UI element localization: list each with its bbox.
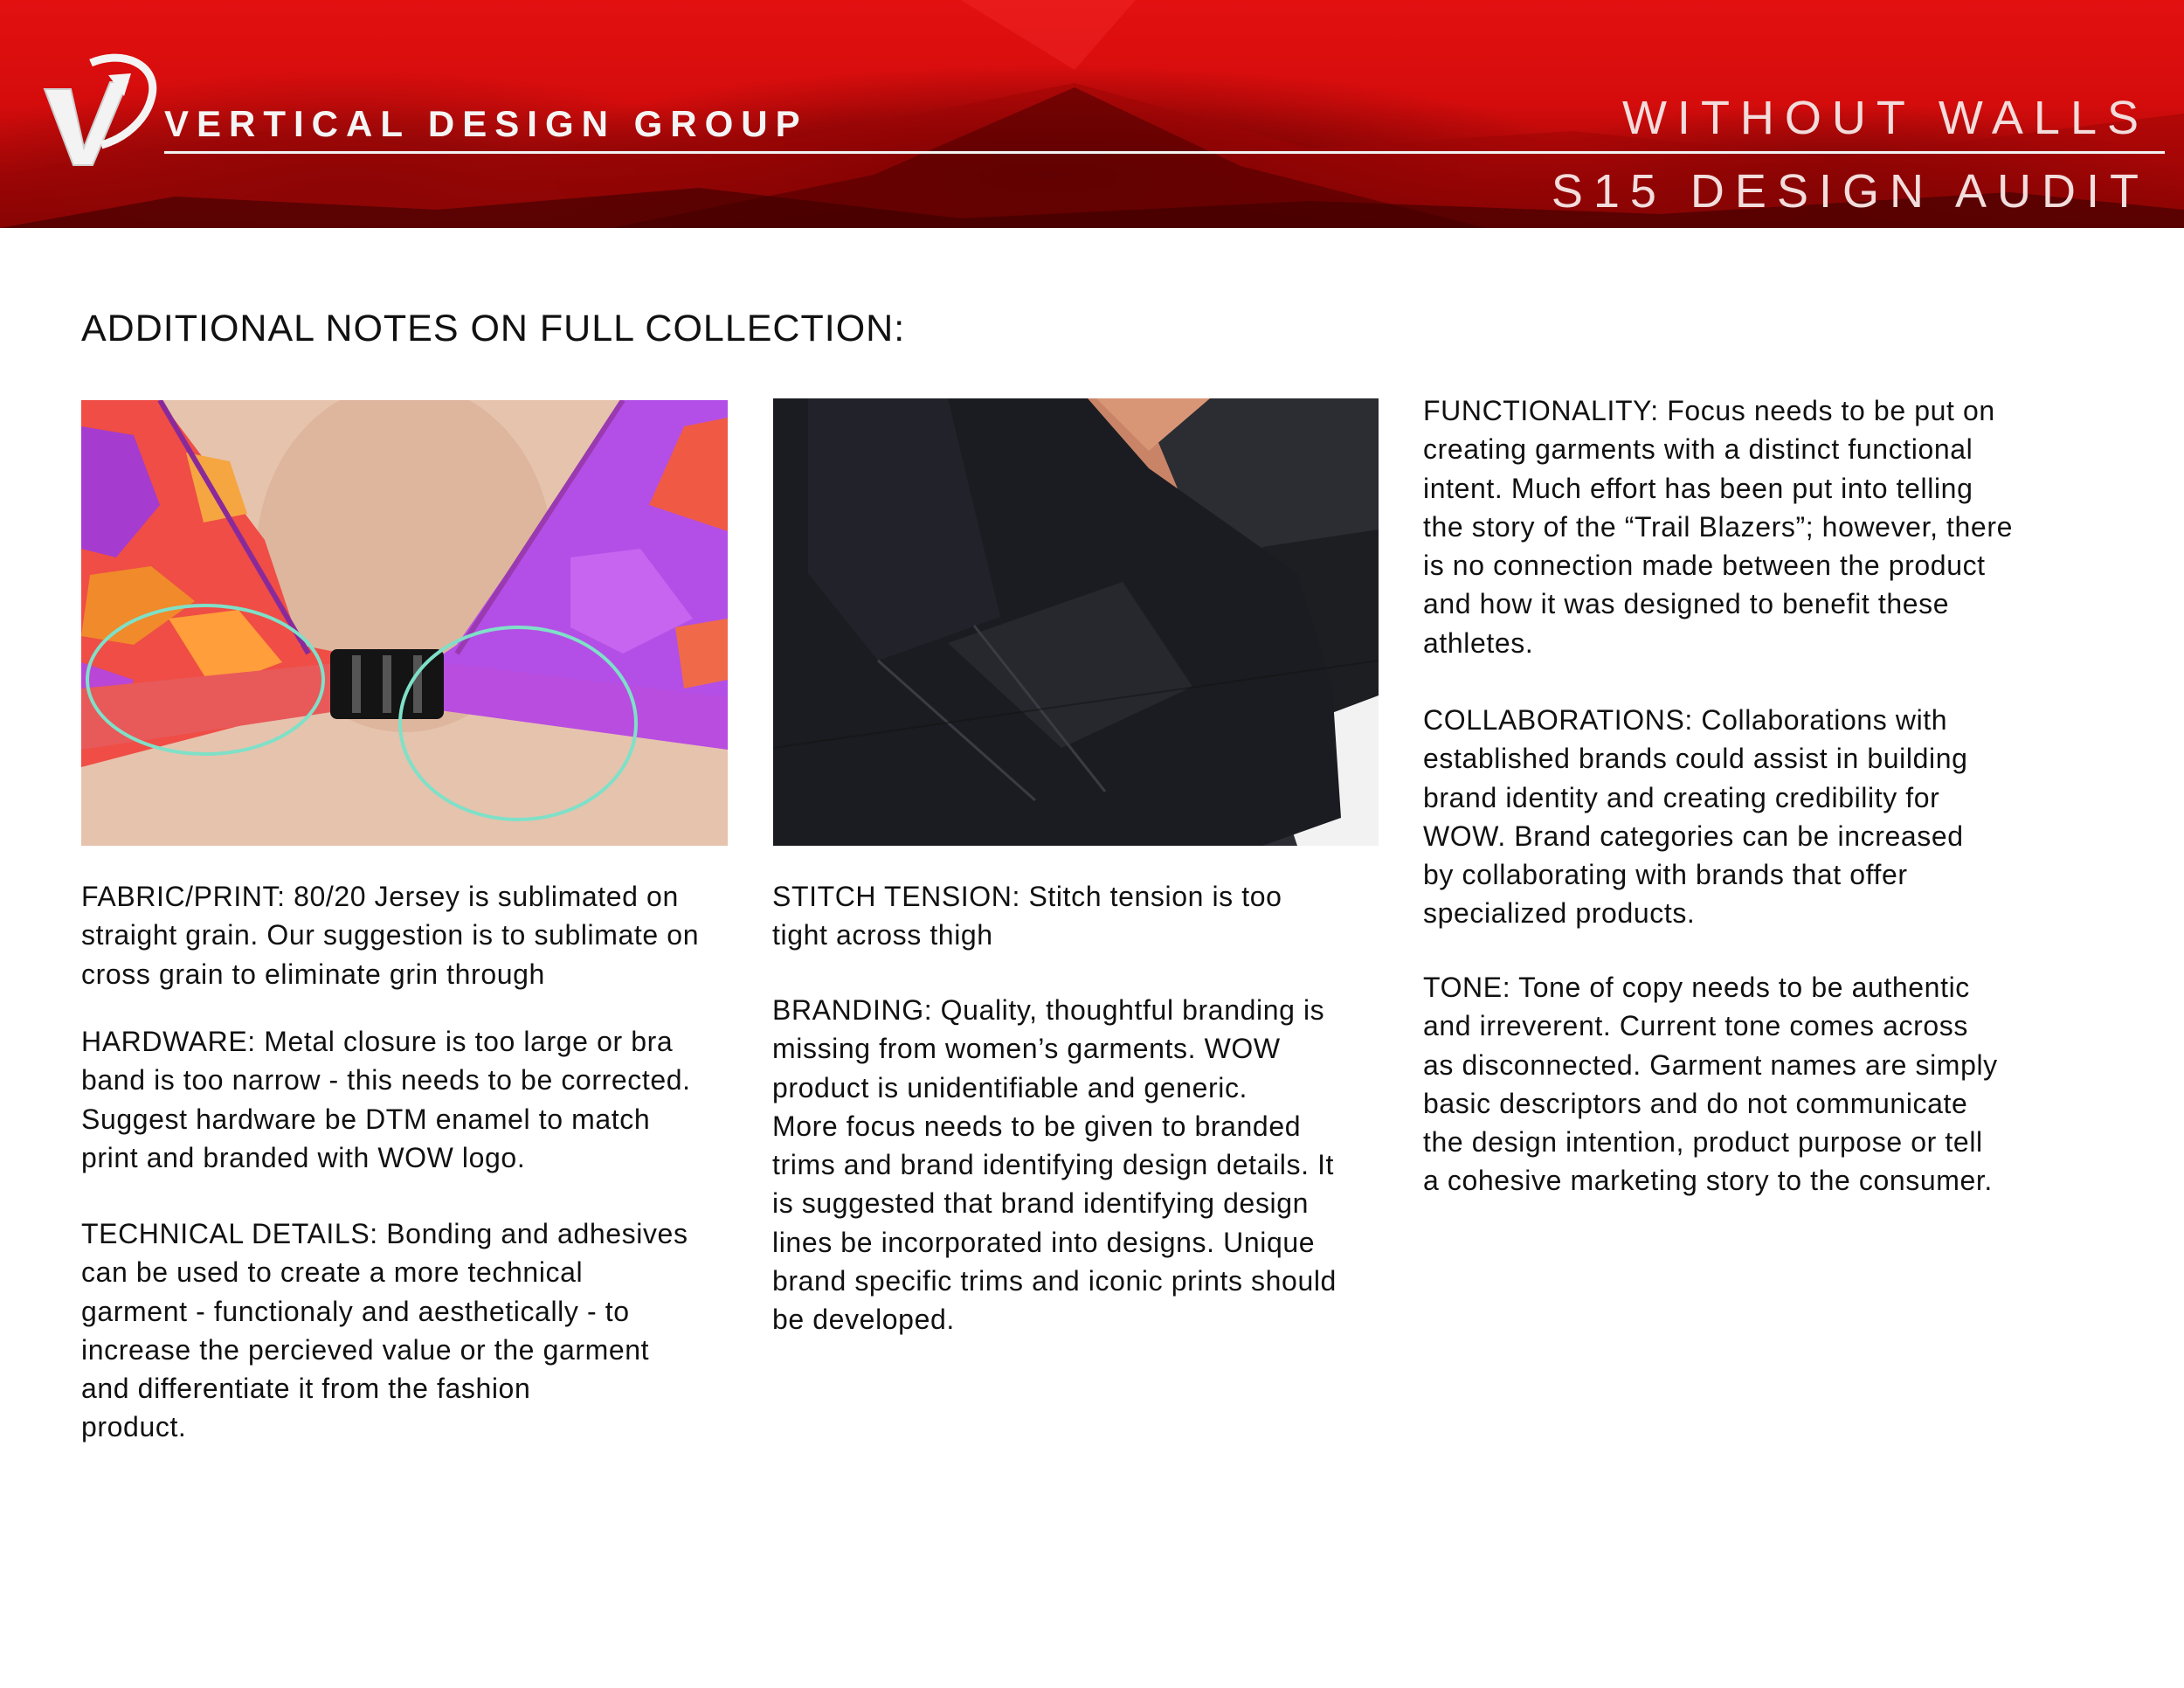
note-line: FABRIC/PRINT: 80/20 Jersey is sublimated on [81, 881, 679, 912]
note-line: basic descriptors and do not communicate [1423, 1087, 1968, 1119]
note-line: and how it was designed to benefit these [1423, 588, 1950, 620]
note-line: trims and brand identifying design details. It [772, 1149, 1335, 1181]
note-line: COLLABORATIONS: Collaborations with [1423, 704, 1948, 736]
note-line: established brands could assist in building [1423, 743, 1968, 775]
note-line: can be used to create a more technical [81, 1256, 584, 1289]
v-arrow-logo-icon [40, 47, 162, 169]
note-line: missing from women’s garments. WOW [772, 1033, 1281, 1065]
note-line: the story of the “Trail Blazers”; however, there [1423, 510, 2013, 543]
note-line: tight across thigh [772, 919, 993, 951]
note-line: specialized products. [1423, 897, 1696, 930]
note-line: and irreverent. Current tone comes across [1423, 1010, 1968, 1042]
page-title: ADDITIONAL NOTES ON FULL COLLECTION: [81, 308, 906, 349]
note-fabric-print [81, 877, 699, 993]
note-line: BRANDING: Quality, thoughtful branding is [772, 994, 1325, 1026]
note-line: cross grain to eliminate grin through [81, 958, 545, 990]
note-line: HARDWARE: Metal closure is too large or bra [81, 1026, 674, 1057]
note-line: STITCH TENSION: Stitch tension is too [772, 881, 1282, 912]
note-technical-details [81, 1214, 688, 1447]
note-line: product is unidentifiable and generic. [772, 1071, 1248, 1103]
note-stitch-tension [772, 877, 1282, 955]
note-branding [772, 991, 1337, 1339]
note-line: print and branded with WOW logo. [81, 1141, 526, 1173]
tagline-without-walls: WITHOUT WALLS [1621, 92, 2149, 144]
note-line: TONE: Tone of copy needs to be authentic [1423, 972, 1970, 1003]
note-line: straight grain. Our suggestion is to sublimate on [81, 919, 700, 951]
note-functionality [1423, 391, 2013, 662]
note-line: a cohesive marketing story to the consumer. [1423, 1165, 1993, 1197]
note-line: lines be incorporated into designs. Unique [772, 1226, 1316, 1258]
note-hardware [81, 1022, 691, 1177]
note-line: More focus needs to be given to branded [772, 1110, 1302, 1142]
note-line: TECHNICAL DETAILS: Bonding and adhesives [81, 1218, 688, 1249]
note-line: increase the percieved value or the garment [81, 1333, 650, 1366]
note-line: is suggested that brand identifying design [772, 1187, 1310, 1220]
header-divider [164, 151, 2165, 154]
note-tone [1423, 968, 1998, 1200]
note-line: product. [81, 1411, 187, 1443]
note-line: as disconnected. Garment names are simply [1423, 1048, 1998, 1081]
note-line: Suggest hardware be DTM enamel to match [81, 1103, 651, 1135]
brand-name: VERTICAL DESIGN GROUP [164, 103, 808, 144]
note-line: creating garments with a distinct functional [1423, 433, 1973, 466]
note-line: athletes. [1423, 626, 1534, 659]
note-line: FUNCTIONALITY: Focus needs to be put on [1423, 395, 1995, 426]
note-line: and differentiate it from the fashion [81, 1373, 531, 1405]
note-line: be developed. [772, 1304, 955, 1336]
note-line: band is too narrow - this needs to be corrected. [81, 1064, 691, 1097]
note-line: brand identity and creating credibility for [1423, 781, 1940, 813]
note-line: the design intention, product purpose or tell [1423, 1126, 1983, 1159]
header-banner [0, 0, 2184, 228]
tagline-design-audit: S15 DESIGN AUDIT [1551, 165, 2149, 218]
bra-closure-photo [81, 400, 728, 846]
note-line: brand specific trims and iconic prints should [772, 1265, 1337, 1297]
note-collaborations [1423, 701, 1968, 933]
note-line: by collaborating with brands that offer [1423, 859, 1908, 891]
note-line: is no connection made between the product [1423, 550, 1986, 582]
note-line: intent. Much effort has been put into telling [1423, 472, 1973, 504]
note-line: WOW. Brand categories can be increased [1423, 820, 1964, 852]
note-line: garment - functionaly and aesthetically - to [81, 1295, 630, 1327]
black-leggings-photo [773, 398, 1379, 846]
